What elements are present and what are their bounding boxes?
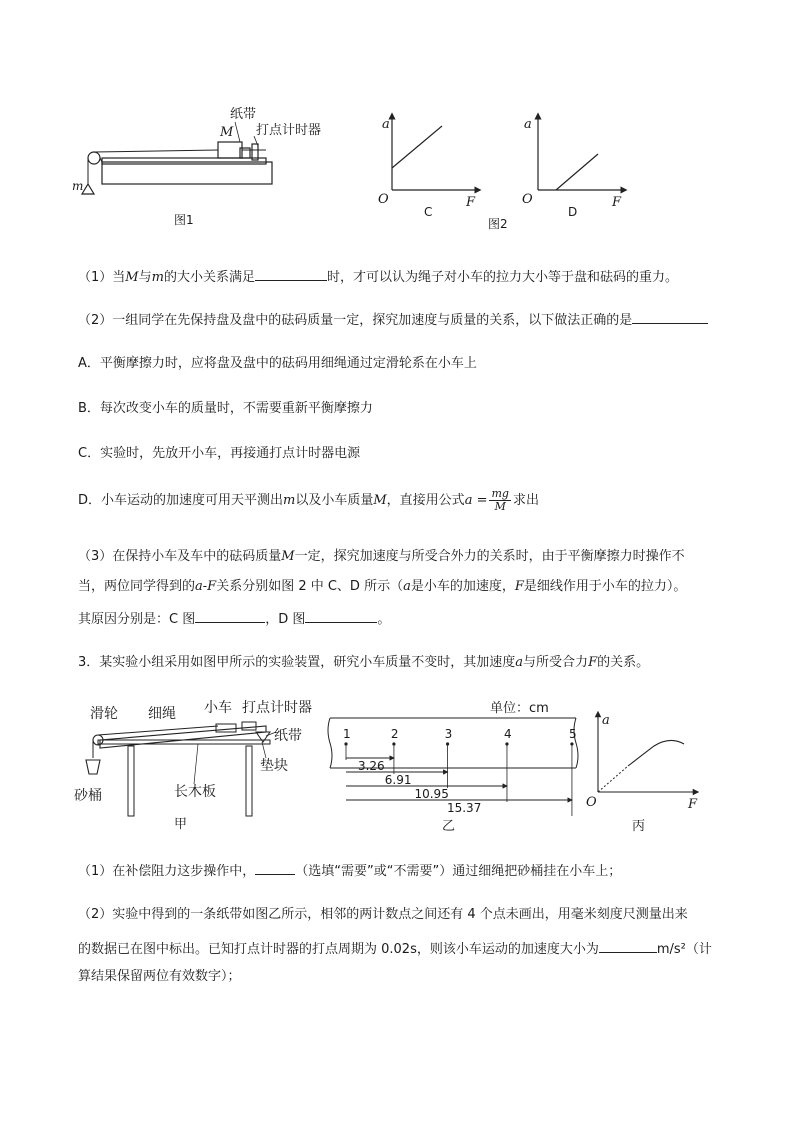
q2-option-d xyxy=(78,486,539,516)
problem3-text-1: 3．某实验小组采用如图甲所示的实验装置，研究小车质量不变时，其加速度 xyxy=(78,655,516,670)
q1-var-m: m xyxy=(151,270,164,285)
table-top xyxy=(98,740,270,744)
label-tape: 纸带 xyxy=(274,728,302,744)
long-board-shape xyxy=(100,726,266,748)
q2-d-fraction xyxy=(489,488,510,513)
q3-answer-blank-c[interactable] xyxy=(195,608,265,623)
p3q1-text-1: （1）在补偿阻力这步操作中， xyxy=(78,864,256,879)
timer xyxy=(242,722,256,730)
q1-text-4: 时，才可以认为绳子对小车的拉力大小等于盘和砝码的重力。 xyxy=(326,270,678,285)
q2-d-var-M: M xyxy=(373,493,387,508)
p3q2-line-3: 算结果保留两位有效数字）； xyxy=(78,969,241,984)
label-rope: 细绳 xyxy=(148,706,176,722)
q3-l2-text-3: 是小车的加速度， xyxy=(410,579,515,594)
q3-l2-var-F: F xyxy=(514,579,524,594)
bing-label-a: a xyxy=(602,713,610,728)
figure-jia xyxy=(70,696,325,836)
q2-d-text-3: ，直接用公式 xyxy=(386,493,465,508)
graph-c-label-a: a xyxy=(382,117,390,132)
pulley xyxy=(88,152,100,164)
bing-origin: O xyxy=(586,795,597,810)
graph-d-line xyxy=(556,154,598,190)
graph-d-origin: O xyxy=(522,192,533,207)
table-leg-left xyxy=(128,746,134,816)
figure-1 xyxy=(70,100,370,230)
label-board: 长木板 xyxy=(174,784,216,800)
tape-right-edge xyxy=(574,718,578,768)
q3-l2-var-aF: a-F xyxy=(195,579,217,594)
q3-line-3 xyxy=(78,608,390,629)
tape-point-label: 2 xyxy=(390,727,399,741)
table-leg-right xyxy=(246,746,252,816)
fraction-denominator: M xyxy=(494,500,506,513)
figure-yi xyxy=(326,696,582,836)
q3-line-2 xyxy=(78,578,686,596)
bing-dashed-segment xyxy=(598,766,628,792)
tape-left-edge xyxy=(328,718,332,768)
p3-question-1 xyxy=(78,860,621,881)
tape-dim-label: 3.26 xyxy=(357,759,385,773)
figure-2 xyxy=(372,108,642,236)
label-block: 垫块 xyxy=(260,758,288,774)
rope xyxy=(98,726,218,735)
problem-3-stem xyxy=(78,654,649,672)
tape-point-label: 3 xyxy=(444,727,453,741)
bing-label-F: F xyxy=(688,797,698,812)
tape-dim-label: 10.95 xyxy=(414,787,449,801)
tape-dim-label: 6.91 xyxy=(384,773,412,787)
problem3-var-F: F xyxy=(588,655,598,670)
bing-curve xyxy=(628,740,684,766)
p3q2-line-2 xyxy=(78,938,712,959)
graph-c-caption: C xyxy=(424,205,433,219)
q1-text-1: （1）当 xyxy=(78,270,126,285)
tape-dim-label: 15.37 xyxy=(446,801,482,815)
p3q2-line-1: （2）实验中得到的一条纸带如图乙所示，相邻的两计数点之间还有 4 个点未画出，用毫米刻度尺测量出来 xyxy=(78,907,688,922)
q1-answer-blank[interactable] xyxy=(255,266,327,281)
q1-text-3: 的大小关系满足 xyxy=(163,270,255,285)
label-timer: 打点计时器 xyxy=(242,700,312,716)
q2-d-text-4: 求出 xyxy=(512,493,539,508)
q3-l3-text-1: 其原因分别是：C 图 xyxy=(78,612,196,627)
q3-l3-text-3: 。 xyxy=(377,612,391,627)
q3-line-1 xyxy=(78,548,685,566)
label-timer: 打点计时器 xyxy=(256,123,322,138)
q2-option-a: A．平衡摩擦力时，应将盘及盘中的砝码用细绳通过定滑轮系在小车上 xyxy=(78,356,477,371)
question-2-stem xyxy=(78,309,708,330)
question-1 xyxy=(78,266,678,287)
tape-point-label: 5 xyxy=(568,727,577,741)
q3-l2-text-2: 关系分别如图 2 中 C、D 所示（ xyxy=(216,579,404,594)
cart xyxy=(218,142,242,158)
tape-point-label: 1 xyxy=(343,727,351,741)
q2-answer-blank[interactable] xyxy=(632,309,708,324)
q3-l1-text-2: 一定，探究加速度与所受合外力的关系时，由于平衡摩擦力时操作不 xyxy=(294,549,685,564)
label-pulley: 滑轮 xyxy=(90,706,118,722)
figure-bing xyxy=(584,710,704,836)
p3q1-text-2: （选填“需要”或“不需要”）通过细绳把砂桶挂在小车上； xyxy=(295,864,622,879)
label-M: M xyxy=(220,125,234,140)
q3-l2-text-1: 当，两位同学得到的 xyxy=(78,579,196,594)
graph-d-caption: D xyxy=(568,205,578,219)
long-board xyxy=(102,158,266,164)
q3-l2-text-4: 是细线作用于小车的拉力）。 xyxy=(523,579,687,594)
label-cart: 小车 xyxy=(204,700,232,716)
graph-c-line xyxy=(392,126,442,168)
label-bucket: 砂桶 xyxy=(74,788,102,804)
problem3-var-a: a xyxy=(515,655,524,670)
q3-l1-text-1: （3）在保持小车及车中的砝码质量 xyxy=(78,549,282,564)
figure-jia-caption: 甲 xyxy=(174,817,188,832)
graph-c-origin: O xyxy=(378,192,389,207)
q2-d-text-2: 以及小车质量 xyxy=(295,493,374,508)
graph-d xyxy=(522,116,624,219)
fraction-numerator: mg xyxy=(491,487,509,500)
q2-option-c: C．实验时，先放开小车，再接通打点计时器电源 xyxy=(78,446,361,461)
tape-unit-label: 单位：cm xyxy=(490,701,549,716)
q1-text-2: 与 xyxy=(138,270,152,285)
rope xyxy=(94,150,218,152)
p3q2-text-2: m/s²（计 xyxy=(656,942,712,957)
q3-answer-blank-d[interactable] xyxy=(305,608,377,623)
label-tape: 纸带 xyxy=(230,107,257,122)
q2-d-text-1: D．小车运动的加速度可用天平测出 xyxy=(78,493,284,508)
graph-d-label-F: F xyxy=(612,195,622,210)
problem3-text-3: 的关系。 xyxy=(597,655,650,670)
tape-point-label: 4 xyxy=(503,727,512,741)
q3-l2-var-a: a xyxy=(403,579,411,594)
p3q2-text-1: 的数据已在图中标出。已知打点计时器的打点周期为 0.02s，则该小车运动的加速度大小为 xyxy=(78,942,599,957)
q3-l3-text-2: ，D 图 xyxy=(265,612,306,627)
graph-c xyxy=(378,116,478,219)
q2-stem-text: （2）一组同学在先保持盘及盘中的砝码质量一定，探究加速度与质量的关系，以下做法正确的是 xyxy=(78,313,633,328)
figure-yi-caption: 乙 xyxy=(442,819,456,834)
q1-var-M: M xyxy=(125,270,139,285)
q2-d-var-m: m xyxy=(283,493,296,508)
graph-c-label-F: F xyxy=(466,195,476,210)
q3-l1-var-M: M xyxy=(281,549,295,564)
figure-2-caption: 图2 xyxy=(488,217,508,231)
problem3-text-2: 与所受合力 xyxy=(523,655,589,670)
cart xyxy=(216,724,236,732)
label-m: m xyxy=(72,179,84,193)
sand-bucket xyxy=(86,760,100,774)
table-top xyxy=(102,162,272,184)
q2-d-formula-lhs: a = xyxy=(464,493,488,508)
figure-1-caption: 图1 xyxy=(174,213,194,227)
q2-option-b: B．每次改变小车的质量时，不需要重新平衡摩擦力 xyxy=(78,401,373,416)
p3q1-answer-blank[interactable] xyxy=(255,860,295,875)
p3q2-answer-blank[interactable] xyxy=(599,938,657,953)
weight-pan xyxy=(82,184,94,194)
graph-d-label-a: a xyxy=(524,117,532,132)
figure-bing-caption: 丙 xyxy=(632,819,646,834)
